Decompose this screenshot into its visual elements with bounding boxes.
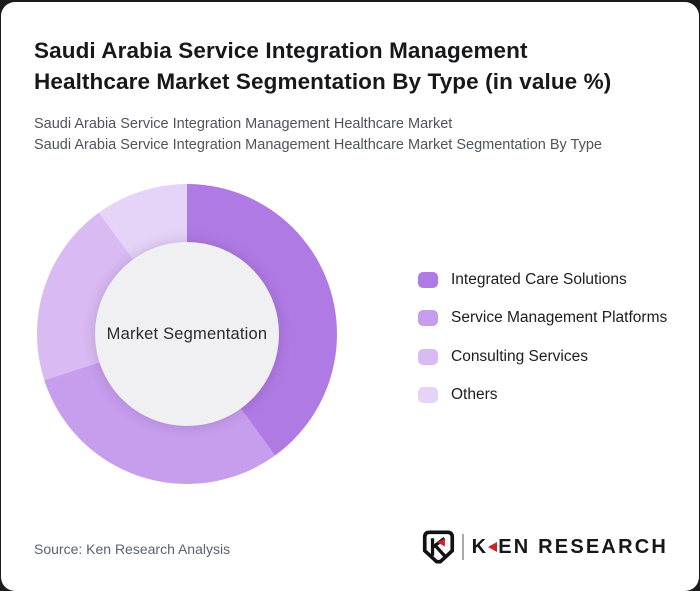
logo-text-k: K [471,535,489,558]
legend-swatch-icon [418,272,438,288]
ken-research-logo [422,529,668,565]
donut-center-label: Market Segmentation [106,324,268,343]
logo-divider [462,534,464,560]
legend-swatch-icon [418,349,438,365]
chart-legend [418,271,667,425]
legend-item [418,348,667,365]
chart-subtitle-line1: Saudi Arabia Service Integration Management Healthcare Market [34,116,453,132]
legend-swatch-icon [418,387,438,403]
page-title-line1: Saudi Arabia Service Integration Management [34,38,528,63]
legend-swatch-icon [418,310,438,326]
legend-item-label: Service Management Platforms [451,309,668,326]
donut-center [95,242,279,426]
page-title [34,35,611,97]
legend-item-label: Integrated Care Solutions [451,270,627,288]
logo-text [472,536,668,559]
donut-chart [37,184,337,484]
legend-item-label: Others [451,386,498,403]
legend-item [418,271,667,288]
page-title-line2: Healthcare Market Segmentation By Type (in value %) [34,69,612,94]
chart-subtitle-line2: Saudi Arabia Service Integration Management Healthcare Market Segmentation By Type [34,137,602,153]
legend-item-label: Consulting Services [451,347,588,365]
logo-text-rest: EN RESEARCH [498,535,668,558]
source-text: Source: Ken Research Analysis [34,541,231,557]
legend-item [418,310,667,327]
report-card [1,2,699,591]
chart-subtitle [34,114,602,156]
legend-item [418,387,667,404]
logo-emblem-icon [422,529,455,565]
red-arrow-icon [488,542,497,552]
